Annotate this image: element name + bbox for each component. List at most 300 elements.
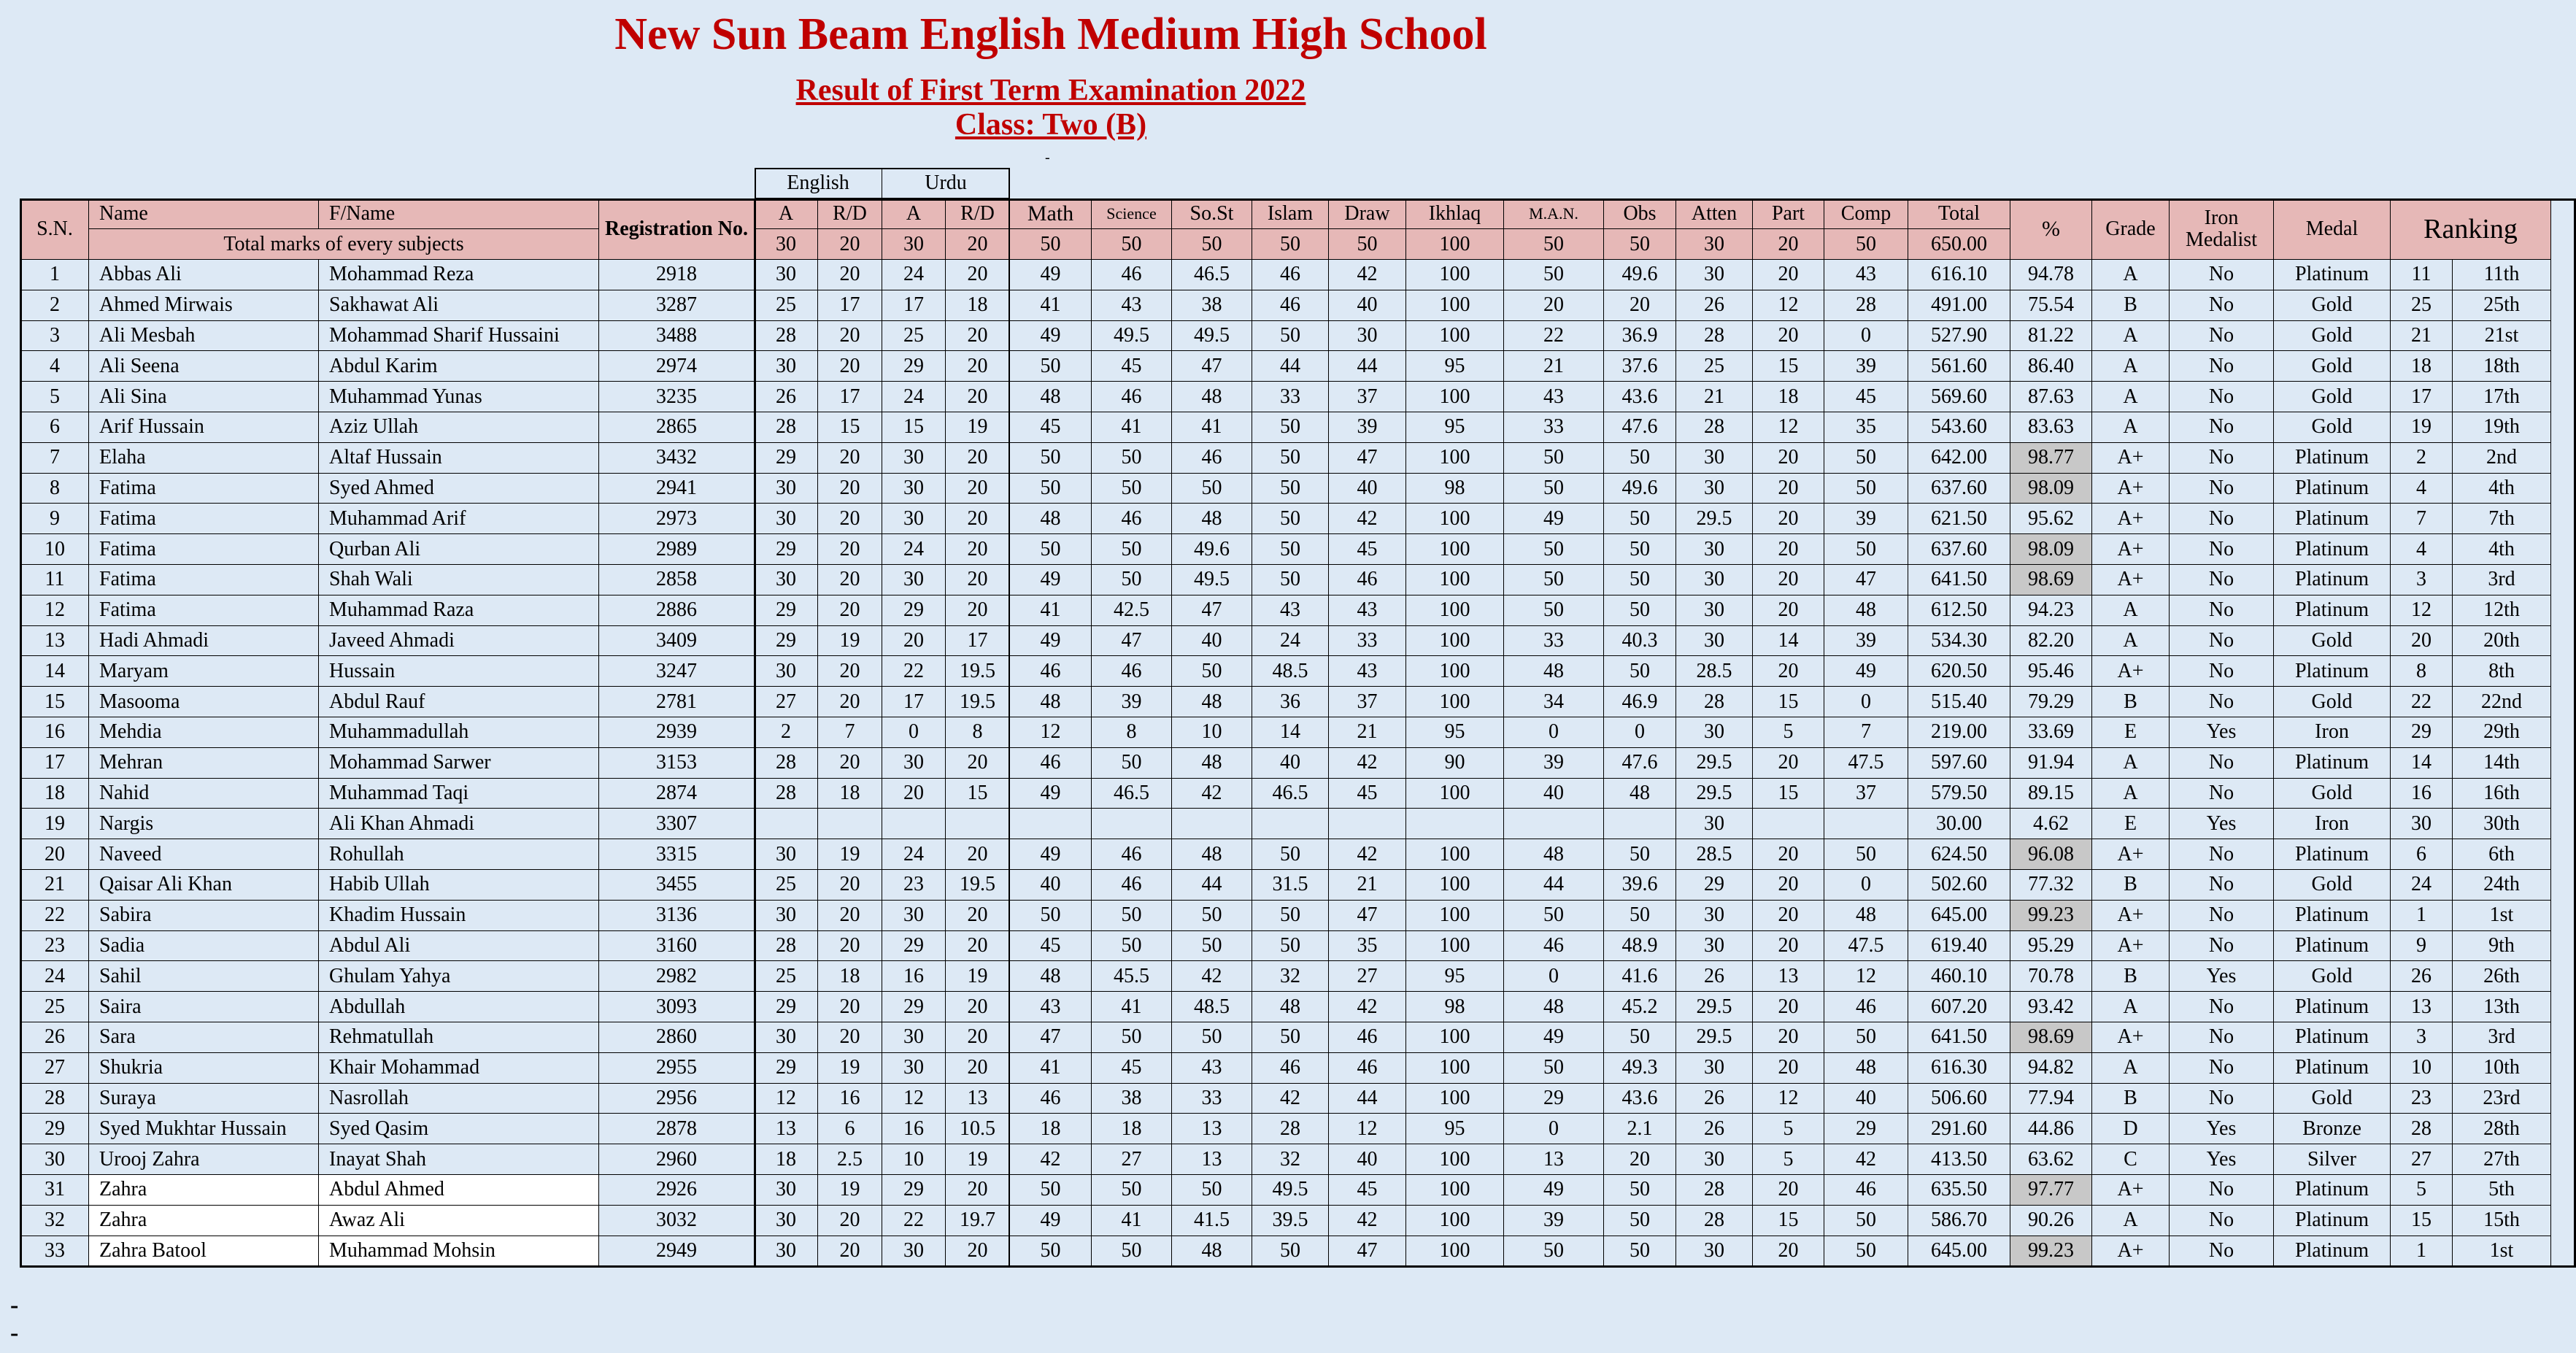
comp-cell: 39	[1824, 351, 1908, 382]
sost-cell: 13	[1172, 1114, 1252, 1144]
urdu-rd-cell: 20	[946, 474, 1010, 504]
islam-cell: 46	[1252, 260, 1329, 290]
man-cell: 39	[1504, 748, 1604, 779]
math-cell: 49	[1010, 1206, 1092, 1236]
atten-cell: 30	[1676, 474, 1753, 504]
urdu-rd-cell: 20	[946, 565, 1010, 595]
ikhlaq-cell: 98	[1406, 992, 1504, 1022]
iron-medalist-cell: No	[2170, 626, 2274, 657]
comp-cell: 37	[1824, 779, 1908, 809]
percent-cell: 33.69	[2010, 717, 2092, 748]
ikhlaq-cell: 100	[1406, 687, 1504, 717]
medal-cell: Platinum	[2274, 565, 2391, 595]
name-cell: Zahra Batool	[89, 1236, 319, 1267]
rank-label-cell: 10th	[2453, 1053, 2551, 1084]
total-marks-cell: 50	[1172, 229, 1252, 260]
fname-cell: Qurban Ali	[319, 534, 599, 565]
sn-cell: 15	[20, 687, 89, 717]
urdu-a-cell: 30	[882, 1053, 946, 1084]
percent-cell: 98.69	[2010, 565, 2092, 595]
sost-cell: 48	[1172, 504, 1252, 534]
reg-cell: 3153	[599, 748, 755, 779]
iron-medalist-cell: Yes	[2170, 1114, 2274, 1144]
urdu-a-cell: 30	[882, 1236, 946, 1267]
english-rd-cell: 6	[818, 1114, 882, 1144]
ikhlaq-cell: 95	[1406, 717, 1504, 748]
ikhlaq-header: Ikhlaq	[1406, 198, 1504, 229]
urdu-rd-cell: 20	[946, 992, 1010, 1022]
part-cell: 20	[1753, 748, 1824, 779]
iron-medalist-cell: No	[2170, 504, 2274, 534]
medal-cell: Platinum	[2274, 1206, 2391, 1236]
percent-cell: 97.77	[2010, 1175, 2092, 1206]
grade-cell: D	[2092, 1114, 2170, 1144]
science-cell: 45.5	[1092, 961, 1172, 992]
total-cell: 291.60	[1908, 1114, 2010, 1144]
fname-cell: Muhammad Arif	[319, 504, 599, 534]
atten-cell: 29.5	[1676, 504, 1753, 534]
draw-cell: 43	[1329, 656, 1406, 687]
name-cell: Sahil	[89, 961, 319, 992]
english-rd-cell: 19	[818, 839, 882, 870]
atten-cell: 30	[1676, 1144, 1753, 1175]
ikhlaq-cell: 100	[1406, 382, 1504, 412]
fname-cell: Rohullah	[319, 839, 599, 870]
man-cell: 49	[1504, 1175, 1604, 1206]
draw-cell: 45	[1329, 1175, 1406, 1206]
comp-cell: 39	[1824, 626, 1908, 657]
fname-cell: Khair Mohammad	[319, 1053, 599, 1084]
grade-cell: B	[2092, 870, 2170, 901]
rank-label-cell: 8th	[2453, 656, 2551, 687]
reg-cell: 3247	[599, 656, 755, 687]
iron-medalist-cell: No	[2170, 443, 2274, 474]
grade-cell: A	[2092, 1206, 2170, 1236]
atten-header: Atten	[1676, 198, 1753, 229]
english-a-cell: 27	[755, 687, 818, 717]
draw-cell: 45	[1329, 779, 1406, 809]
name-cell: Mehdia	[89, 717, 319, 748]
part-cell: 20	[1753, 321, 1824, 352]
ikhlaq-cell: 100	[1406, 626, 1504, 657]
obs-cell: 50	[1604, 565, 1676, 595]
sn-header: S.N.	[20, 198, 89, 260]
comp-cell: 48	[1824, 1053, 1908, 1084]
grade-header: Grade	[2092, 198, 2170, 260]
rank-label-cell: 18th	[2453, 351, 2551, 382]
school-title: New Sun Beam English Medium High School	[614, 9, 1487, 59]
rank-number-cell: 15	[2391, 1206, 2453, 1236]
obs-cell: 49.6	[1604, 260, 1676, 290]
class-title: Class: Two (B)	[955, 108, 1147, 142]
english-a-cell: 30	[755, 1022, 818, 1053]
percent-header: %	[2010, 198, 2092, 260]
medal-cell: Iron	[2274, 717, 2391, 748]
math-cell: 50	[1010, 901, 1092, 931]
obs-cell: 0	[1604, 717, 1676, 748]
islam-cell: 50	[1252, 901, 1329, 931]
sost-cell: 48	[1172, 1236, 1252, 1267]
name-cell: Sara	[89, 1022, 319, 1053]
comp-cell: 42	[1824, 1144, 1908, 1175]
total-cell: 460.10	[1908, 961, 2010, 992]
atten-cell: 30	[1676, 901, 1753, 931]
fname-cell: Ghulam Yahya	[319, 961, 599, 992]
rank-number-cell: 2	[2391, 443, 2453, 474]
total-cell: 616.10	[1908, 260, 2010, 290]
sost-cell: 48	[1172, 382, 1252, 412]
sost-cell: 10	[1172, 717, 1252, 748]
name-cell: Zahra	[89, 1175, 319, 1206]
part-cell: 20	[1753, 1022, 1824, 1053]
percent-cell: 96.08	[2010, 839, 2092, 870]
english-rd-cell: 20	[818, 748, 882, 779]
math-cell: 48	[1010, 961, 1092, 992]
fname-cell: Inayat Shah	[319, 1144, 599, 1175]
rank-label-cell: 2nd	[2453, 443, 2551, 474]
urdu-rd-cell: 20	[946, 839, 1010, 870]
obs-cell: 36.9	[1604, 321, 1676, 352]
total-cell: 491.00	[1908, 290, 2010, 321]
man-cell: 33	[1504, 626, 1604, 657]
total-cell: 619.40	[1908, 931, 2010, 962]
sost-cell: 50	[1172, 901, 1252, 931]
math-cell: 50	[1010, 1175, 1092, 1206]
name-cell: Urooj Zahra	[89, 1144, 319, 1175]
english-a-cell: 30	[755, 901, 818, 931]
comp-cell: 49	[1824, 656, 1908, 687]
reg-cell: 2874	[599, 779, 755, 809]
reg-cell: 2865	[599, 412, 755, 443]
urdu-a-cell	[882, 809, 946, 839]
rank-label-cell: 7th	[2453, 504, 2551, 534]
percent-cell: 95.62	[2010, 504, 2092, 534]
total-marks-cell: 50	[1010, 229, 1092, 260]
iron-medalist-cell: No	[2170, 1022, 2274, 1053]
science-cell: 45	[1092, 351, 1172, 382]
stray-mark: -	[1045, 150, 1050, 166]
sost-cell: 49.6	[1172, 534, 1252, 565]
urdu-rd-cell: 19	[946, 1144, 1010, 1175]
comp-cell: 50	[1824, 474, 1908, 504]
part-cell: 12	[1753, 1084, 1824, 1114]
medal-cell: Gold	[2274, 779, 2391, 809]
english-a-cell: 29	[755, 443, 818, 474]
part-cell: 20	[1753, 1175, 1824, 1206]
fname-cell: Shah Wali	[319, 565, 599, 595]
fname-cell: Mohammad Sarwer	[319, 748, 599, 779]
grade-cell: A+	[2092, 565, 2170, 595]
comp-cell: 47.5	[1824, 931, 1908, 962]
english-rd-cell: 18	[818, 961, 882, 992]
medal-cell: Platinum	[2274, 748, 2391, 779]
english-a-cell: 12	[755, 1084, 818, 1114]
sost-cell: 48.5	[1172, 992, 1252, 1022]
draw-cell: 47	[1329, 901, 1406, 931]
ikhlaq-cell: 95	[1406, 351, 1504, 382]
urdu-a-cell: 30	[882, 748, 946, 779]
comp-cell: 35	[1824, 412, 1908, 443]
english-a-cell: 18	[755, 1144, 818, 1175]
man-cell: 50	[1504, 1053, 1604, 1084]
sn-cell: 23	[20, 931, 89, 962]
english-rd-cell: 20	[818, 992, 882, 1022]
part-header: Part	[1753, 198, 1824, 229]
math-cell: 41	[1010, 595, 1092, 626]
iron-medalist-cell: No	[2170, 1206, 2274, 1236]
reg-cell: 2974	[599, 351, 755, 382]
medal-cell: Platinum	[2274, 443, 2391, 474]
iron-medalist-cell: Yes	[2170, 1144, 2274, 1175]
comp-cell: 50	[1824, 1206, 1908, 1236]
english-a-cell: 30	[755, 565, 818, 595]
urdu-a-cell: 17	[882, 687, 946, 717]
man-cell: 20	[1504, 290, 1604, 321]
man-cell: 0	[1504, 961, 1604, 992]
sost-cell: 42	[1172, 961, 1252, 992]
rank-number-cell: 27	[2391, 1144, 2453, 1175]
sost-cell: 50	[1172, 474, 1252, 504]
english-a-cell: 29	[755, 595, 818, 626]
islam-cell: 32	[1252, 961, 1329, 992]
man-cell: 50	[1504, 443, 1604, 474]
urdu-a-cell: 25	[882, 321, 946, 352]
eng-rd-header: R/D	[818, 198, 882, 229]
part-cell: 12	[1753, 290, 1824, 321]
percent-cell: 93.42	[2010, 992, 2092, 1022]
grade-cell: A	[2092, 748, 2170, 779]
sost-cell: 13	[1172, 1144, 1252, 1175]
fname-cell: Hussain	[319, 656, 599, 687]
man-cell: 44	[1504, 870, 1604, 901]
atten-cell: 28	[1676, 321, 1753, 352]
islam-cell: 50	[1252, 839, 1329, 870]
math-cell: 48	[1010, 687, 1092, 717]
comp-cell: 47	[1824, 565, 1908, 595]
comp-cell: 39	[1824, 504, 1908, 534]
islam-cell: 39.5	[1252, 1206, 1329, 1236]
man-cell: 40	[1504, 779, 1604, 809]
math-cell: 49	[1010, 260, 1092, 290]
name-cell: Ali Seena	[89, 351, 319, 382]
sn-cell: 8	[20, 474, 89, 504]
total-marks-cell: 30	[755, 229, 818, 260]
english-a-cell: 30	[755, 839, 818, 870]
fname-cell: Javeed Ahmadi	[319, 626, 599, 657]
urdu-rd-cell	[946, 809, 1010, 839]
eng-a-header: A	[755, 198, 818, 229]
islam-cell: 14	[1252, 717, 1329, 748]
part-cell: 5	[1753, 1114, 1824, 1144]
sost-cell: 50	[1172, 656, 1252, 687]
reg-cell: 2858	[599, 565, 755, 595]
english-a-cell: 28	[755, 779, 818, 809]
total-marks-label: Total marks of every subjects	[89, 229, 599, 260]
urdu-a-cell: 23	[882, 870, 946, 901]
fname-cell: Habib Ullah	[319, 870, 599, 901]
obs-cell: 50	[1604, 1236, 1676, 1267]
math-cell: 43	[1010, 992, 1092, 1022]
ikhlaq-cell: 100	[1406, 1206, 1504, 1236]
english-rd-cell: 20	[818, 443, 882, 474]
reg-cell: 3307	[599, 809, 755, 839]
total-marks-cell: 50	[1252, 229, 1329, 260]
reg-cell: 2989	[599, 534, 755, 565]
islam-cell: 44	[1252, 351, 1329, 382]
sost-cell: 49.5	[1172, 565, 1252, 595]
math-cell: 48	[1010, 382, 1092, 412]
iron-medalist-cell: No	[2170, 931, 2274, 962]
sn-cell: 16	[20, 717, 89, 748]
reg-cell: 2960	[599, 1144, 755, 1175]
draw-header: Draw	[1329, 198, 1406, 229]
part-cell	[1753, 809, 1824, 839]
urdu-a-cell: 30	[882, 1022, 946, 1053]
urdu-a-cell: 30	[882, 443, 946, 474]
medal-cell: Gold	[2274, 626, 2391, 657]
man-cell: 13	[1504, 1144, 1604, 1175]
sost-cell: 47	[1172, 595, 1252, 626]
part-cell: 15	[1753, 351, 1824, 382]
rank-label-cell: 3rd	[2453, 1022, 2551, 1053]
rank-label-cell: 13th	[2453, 992, 2551, 1022]
comp-cell: 46	[1824, 1175, 1908, 1206]
ikhlaq-cell: 95	[1406, 1114, 1504, 1144]
draw-cell: 30	[1329, 321, 1406, 352]
sost-cell: 48	[1172, 839, 1252, 870]
ikhlaq-cell: 100	[1406, 870, 1504, 901]
ikhlaq-cell: 98	[1406, 474, 1504, 504]
math-cell: 49	[1010, 565, 1092, 595]
english-rd-cell: 17	[818, 290, 882, 321]
obs-cell: 50	[1604, 901, 1676, 931]
atten-cell: 21	[1676, 382, 1753, 412]
grade-cell: B	[2092, 961, 2170, 992]
percent-cell: 81.22	[2010, 321, 2092, 352]
man-cell: 50	[1504, 474, 1604, 504]
percent-cell: 91.94	[2010, 748, 2092, 779]
medal-cell: Platinum	[2274, 595, 2391, 626]
man-header: M.A.N.	[1504, 198, 1604, 229]
rank-number-cell: 16	[2391, 779, 2453, 809]
islam-cell: 50	[1252, 534, 1329, 565]
urdu-rd-cell: 20	[946, 1022, 1010, 1053]
grade-cell: A+	[2092, 474, 2170, 504]
footer-dash: -	[10, 1292, 19, 1319]
percent-cell: 75.54	[2010, 290, 2092, 321]
reg-cell: 3235	[599, 382, 755, 412]
islam-cell: 46.5	[1252, 779, 1329, 809]
medal-cell: Platinum	[2274, 1175, 2391, 1206]
grade-cell: A+	[2092, 534, 2170, 565]
draw-cell: 47	[1329, 1236, 1406, 1267]
rank-number-cell: 1	[2391, 901, 2453, 931]
atten-cell: 30	[1676, 1236, 1753, 1267]
percent-cell: 94.78	[2010, 260, 2092, 290]
sost-cell: 47	[1172, 351, 1252, 382]
rank-number-cell: 30	[2391, 809, 2453, 839]
part-cell: 20	[1753, 901, 1824, 931]
english-rd-cell: 15	[818, 412, 882, 443]
part-cell: 15	[1753, 779, 1824, 809]
draw-cell: 42	[1329, 504, 1406, 534]
medal-cell: Platinum	[2274, 656, 2391, 687]
obs-cell: 49.3	[1604, 1053, 1676, 1084]
atten-cell: 28	[1676, 1206, 1753, 1236]
science-cell: 50	[1092, 1175, 1172, 1206]
total-marks-cell: 50	[1092, 229, 1172, 260]
atten-cell: 29.5	[1676, 779, 1753, 809]
obs-cell: 50	[1604, 443, 1676, 474]
part-cell: 12	[1753, 412, 1824, 443]
islam-cell: 50	[1252, 504, 1329, 534]
part-cell: 20	[1753, 260, 1824, 290]
name-cell: Syed Mukhtar Hussain	[89, 1114, 319, 1144]
sost-cell: 50	[1172, 1022, 1252, 1053]
rank-number-cell: 17	[2391, 382, 2453, 412]
rank-number-cell: 12	[2391, 595, 2453, 626]
medal-cell: Platinum	[2274, 931, 2391, 962]
draw-cell: 42	[1329, 1206, 1406, 1236]
grade-cell: A+	[2092, 443, 2170, 474]
islam-cell: 46	[1252, 1053, 1329, 1084]
medal-cell: Gold	[2274, 961, 2391, 992]
grade-cell: B	[2092, 687, 2170, 717]
draw-cell: 33	[1329, 626, 1406, 657]
comp-cell: 40	[1824, 1084, 1908, 1114]
urdu-a-cell: 17	[882, 290, 946, 321]
sn-cell: 17	[20, 748, 89, 779]
atten-cell: 28.5	[1676, 839, 1753, 870]
sn-cell: 33	[20, 1236, 89, 1267]
fname-cell: Syed Ahmed	[319, 474, 599, 504]
english-rd-cell: 20	[818, 687, 882, 717]
name-cell: Masooma	[89, 687, 319, 717]
fname-cell: Aziz Ullah	[319, 412, 599, 443]
man-cell: 49	[1504, 1022, 1604, 1053]
comp-cell: 50	[1824, 443, 1908, 474]
urdu-group-header: Urdu	[882, 168, 1010, 198]
fname-cell: Sakhawat Ali	[319, 290, 599, 321]
urdu-rd-cell: 20	[946, 748, 1010, 779]
english-rd-cell: 20	[818, 474, 882, 504]
atten-cell: 30	[1676, 443, 1753, 474]
name-cell: Saira	[89, 992, 319, 1022]
draw-cell: 40	[1329, 290, 1406, 321]
urdu-a-header: A	[882, 198, 946, 229]
total-cell: 637.60	[1908, 534, 2010, 565]
part-cell: 20	[1753, 1053, 1824, 1084]
draw-cell: 44	[1329, 351, 1406, 382]
english-a-cell: 28	[755, 412, 818, 443]
english-rd-cell: 20	[818, 656, 882, 687]
name-cell: Ali Sina	[89, 382, 319, 412]
fname-cell: Mohammad Sharif Hussaini	[319, 321, 599, 352]
islam-cell: 50	[1252, 321, 1329, 352]
obs-cell: 47.6	[1604, 412, 1676, 443]
total-cell: 502.60	[1908, 870, 2010, 901]
part-cell: 18	[1753, 382, 1824, 412]
draw-cell: 27	[1329, 961, 1406, 992]
grade-cell: A+	[2092, 931, 2170, 962]
english-rd-cell: 20	[818, 504, 882, 534]
rank-number-cell: 22	[2391, 687, 2453, 717]
sn-cell: 29	[20, 1114, 89, 1144]
grade-cell: A	[2092, 992, 2170, 1022]
total-header: Total	[1908, 198, 2010, 229]
ikhlaq-cell: 90	[1406, 748, 1504, 779]
islam-cell: 46	[1252, 290, 1329, 321]
